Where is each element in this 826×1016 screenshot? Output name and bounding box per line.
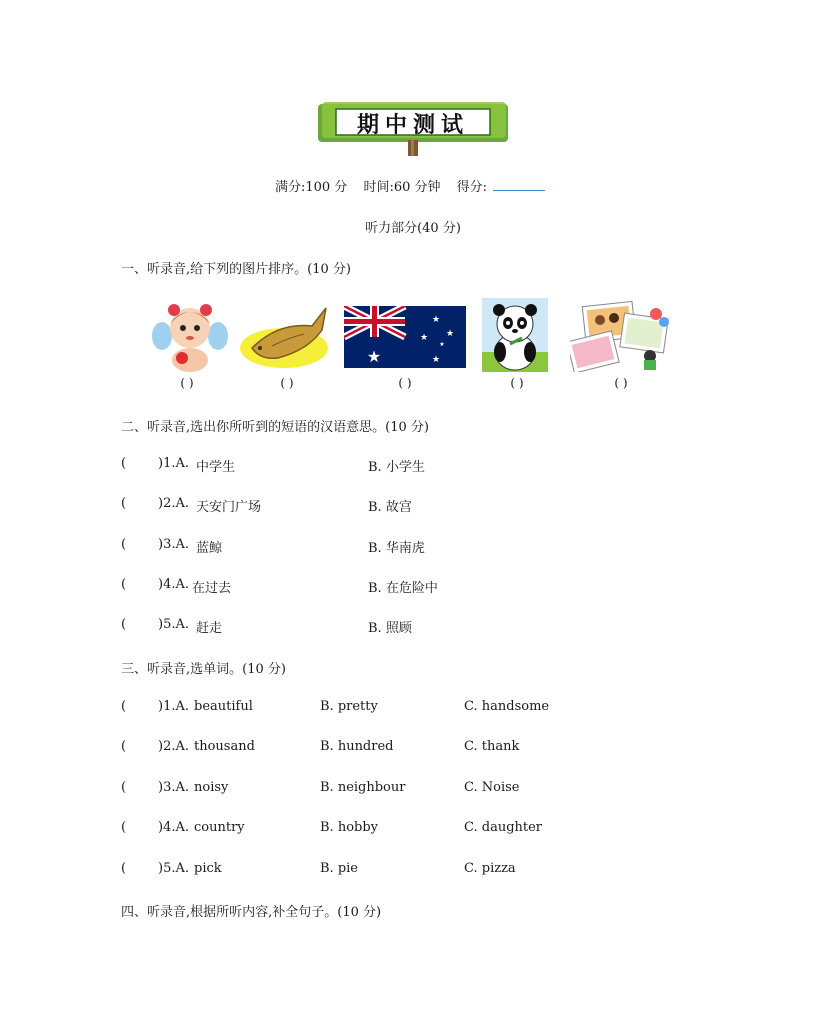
s3-q3-option-c: C. Noise bbox=[464, 780, 520, 795]
australian-flag-icon bbox=[344, 306, 466, 368]
s2-q3-paren[interactable]: ( bbox=[121, 537, 127, 552]
svg-text:★: ★ bbox=[419, 333, 429, 343]
commonwealth-star-icon: ★ bbox=[366, 347, 382, 366]
picture-1-answer[interactable]: ( ) bbox=[180, 376, 194, 390]
s3-q5-option-a: pick bbox=[194, 861, 222, 876]
exam-info bbox=[0, 176, 826, 195]
title-sign bbox=[316, 100, 510, 158]
s3-q4-paren[interactable]: ( bbox=[121, 820, 127, 835]
s2-q1-number: )1.A. bbox=[158, 456, 189, 471]
section-2-heading: 二、听录音,选出你所听到的短语的汉语意思。(10 分) bbox=[121, 420, 429, 435]
section-1-heading: 一、听录音,给下列的图片排序。(10 分) bbox=[121, 262, 351, 277]
s2-q3-option-b: B. 华南虎 bbox=[368, 541, 425, 556]
s3-q1-option-a: beautiful bbox=[194, 699, 253, 714]
panda-picture bbox=[482, 298, 548, 372]
s3-q5-number: )5.A. bbox=[158, 861, 189, 876]
s3-q2-option-c: C. thank bbox=[464, 739, 520, 754]
svg-text:★: ★ bbox=[439, 341, 445, 348]
time-limit: 时间:60 分钟 bbox=[363, 180, 441, 195]
picture-5-answer[interactable]: ( ) bbox=[614, 376, 628, 390]
photos-icon bbox=[570, 300, 672, 372]
s3-q3-number: )3.A. bbox=[158, 780, 189, 795]
panda-icon bbox=[482, 298, 548, 372]
s3-q2-option-b: B. hundred bbox=[320, 739, 394, 754]
s2-q2-option-a: 天安门广场 bbox=[196, 500, 262, 515]
baby-girl-picture bbox=[152, 298, 228, 372]
s3-q3-option-b: B. neighbour bbox=[320, 780, 406, 795]
s3-q4-option-c: C. daughter bbox=[464, 820, 543, 835]
s3-q2-number: )2.A. bbox=[158, 739, 189, 754]
s3-q4-option-a: country bbox=[194, 820, 245, 835]
family-photos-picture bbox=[570, 300, 672, 372]
s2-q4-option-b: B. 在危险中 bbox=[368, 581, 438, 596]
fish-icon bbox=[238, 300, 332, 372]
s2-q5-paren[interactable]: ( bbox=[121, 617, 127, 632]
s2-q2-option-b: B. 故宫 bbox=[368, 500, 412, 515]
s2-q1-paren[interactable]: ( bbox=[121, 456, 127, 471]
full-score: 满分:100 分 bbox=[274, 180, 348, 195]
s3-q3-option-a: noisy bbox=[194, 780, 229, 795]
score-label: 得分: bbox=[456, 180, 488, 195]
s2-q2-number: )2.A. bbox=[158, 496, 189, 511]
s2-q4-option-a: 在过去 bbox=[192, 581, 232, 596]
s2-q5-option-b: B. 照顾 bbox=[368, 621, 412, 636]
section-3-heading: 三、听录音,选单词。(10 分) bbox=[121, 662, 286, 677]
s2-q4-paren[interactable]: ( bbox=[121, 577, 127, 592]
baby-girl-icon bbox=[152, 298, 228, 372]
s3-q2-option-a: thousand bbox=[194, 739, 255, 754]
s3-q4-number: )4.A. bbox=[158, 820, 189, 835]
picture-2-answer[interactable]: ( ) bbox=[280, 376, 294, 390]
s2-q3-number: )3.A. bbox=[158, 537, 189, 552]
section-4-heading: 四、听录音,根据所听内容,补全句子。(10 分) bbox=[121, 905, 382, 920]
s3-q2-paren[interactable]: ( bbox=[121, 739, 127, 754]
s2-q5-number: )5.A. bbox=[158, 617, 189, 632]
s3-q5-paren[interactable]: ( bbox=[121, 861, 127, 876]
score-blank[interactable] bbox=[493, 178, 545, 191]
s2-q4-number: )4.A. bbox=[158, 577, 189, 592]
score-field bbox=[457, 180, 551, 195]
s3-q5-option-b: B. pie bbox=[320, 861, 358, 876]
s3-q5-option-c: C. pizza bbox=[464, 861, 516, 876]
s2-q1-option-b: B. 小学生 bbox=[368, 460, 425, 475]
fish-picture bbox=[238, 300, 332, 372]
s3-q1-number: )1.A. bbox=[158, 699, 189, 714]
s2-q1-option-a: 中学生 bbox=[196, 460, 236, 475]
s3-q1-option-b: B. pretty bbox=[320, 699, 378, 714]
page-title: 期中测试 bbox=[356, 112, 469, 138]
s3-q1-option-c: C. handsome bbox=[464, 699, 550, 714]
svg-text:★: ★ bbox=[445, 329, 455, 339]
s2-q3-option-a: 蓝鲸 bbox=[196, 541, 223, 556]
svg-text:★: ★ bbox=[431, 355, 441, 365]
s3-q4-option-b: B. hobby bbox=[320, 820, 379, 835]
s2-q5-option-a: 赶走 bbox=[196, 621, 223, 636]
s3-q3-paren[interactable]: ( bbox=[121, 780, 127, 795]
picture-3-answer[interactable]: ( ) bbox=[398, 376, 412, 390]
s3-q1-paren[interactable]: ( bbox=[121, 699, 127, 714]
picture-4-answer[interactable]: ( ) bbox=[510, 376, 524, 390]
australia-flag-picture bbox=[344, 306, 466, 368]
svg-text:★: ★ bbox=[431, 315, 441, 325]
part-title: 听力部分(40 分) bbox=[365, 221, 461, 236]
s2-q2-paren[interactable]: ( bbox=[121, 496, 127, 511]
